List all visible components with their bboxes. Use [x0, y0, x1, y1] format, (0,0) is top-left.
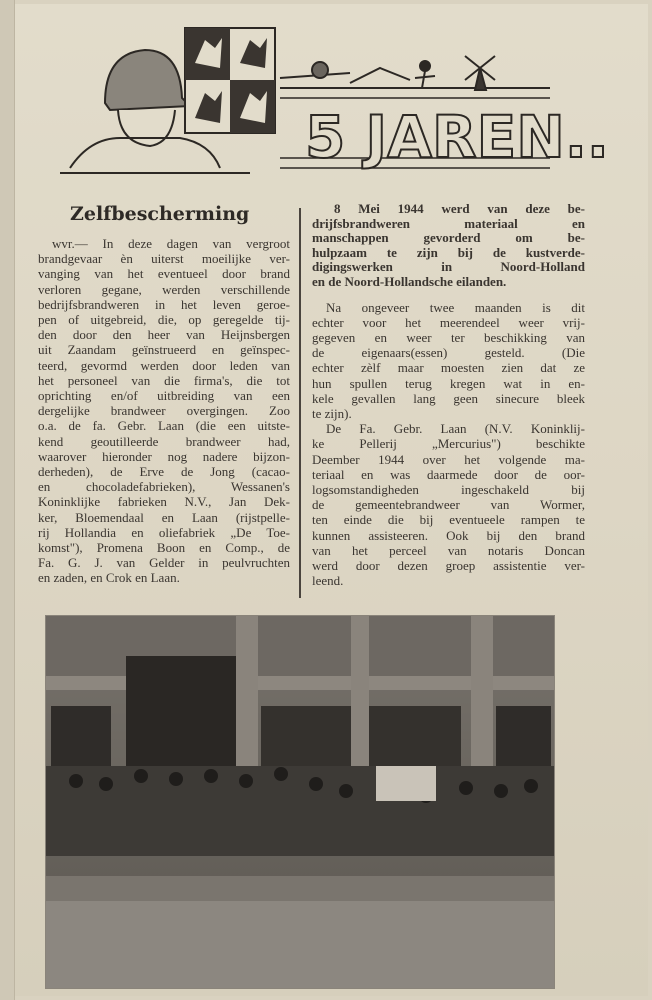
- text-line: digingswerken in Noord-Holland: [312, 259, 585, 275]
- plough-scene-icon: [280, 61, 550, 88]
- bold-intro-paragraph: [312, 202, 585, 290]
- text-line: Deember 1944 over het volgende ma-: [312, 451, 585, 467]
- text-line: Fa. G. J. van Gelder in peulvruchten: [38, 555, 290, 571]
- text-line: logsomstandigheden ingeschakeld bij: [312, 482, 585, 497]
- paragraph: [38, 236, 290, 586]
- text-line: echter zèlf maar moesten zien dat ze: [312, 360, 585, 376]
- text-line: drijfsbrandweren materiaal en: [312, 215, 585, 231]
- text-line: o.a. de fa. Gebr. Laan (die een uitste-: [38, 418, 290, 434]
- text-line: ten einde die bij eventueele rampen te: [312, 512, 585, 528]
- text-line: brandgevaar èn uiterst moeilijke ver-: [38, 251, 290, 267]
- header-banner: [50, 18, 609, 188]
- text-line: vanging van het eventueel door brand: [38, 266, 290, 282]
- column-divider: [299, 208, 301, 598]
- text-line: de gemeentebrandweer van Wormer,: [312, 497, 585, 513]
- text-line: manschappen gevorderd om be-: [312, 230, 585, 246]
- group-photo: [45, 615, 555, 989]
- text-line: leend.: [312, 573, 344, 589]
- text-line: hulpzaam te zijn bij de kustverde-: [312, 244, 585, 260]
- text-line: pen of uitgebreid, die, op geregelde tij-: [38, 312, 290, 328]
- paper-edge: [0, 0, 15, 1000]
- text-line: rij Hollandia en oliefabriek „De Toe-: [38, 524, 290, 540]
- text-line: teerd, gevormd werden door leden van: [38, 357, 290, 373]
- article-heading: Zelfbescherming: [70, 203, 250, 225]
- text-line: De Fa. Gebr. Laan (N.V. Koninklij-: [326, 421, 585, 437]
- text-line: kunnen assisteeren. Ook bij den brand: [312, 527, 585, 543]
- text-line: ke Pellerij „Mercurius") beschikte: [312, 436, 585, 452]
- windmill-icon: [465, 56, 495, 90]
- left-column: [38, 236, 290, 586]
- photo-image: [46, 616, 554, 988]
- text-line: verloren gegane, werden verschillende: [38, 281, 290, 297]
- text-line: ker, Bloemendaal en Laan (rijstpelle-: [38, 509, 290, 525]
- text-line: wvr.— In deze dagen van vergroot: [52, 236, 290, 251]
- text-line: komst"), Promena Boon en Comp., de: [38, 540, 290, 556]
- text-line: van het perceel van notaris Doncan: [312, 542, 585, 558]
- text-line: oprichting en/of uitbreiding van een: [38, 388, 290, 404]
- text-line: kend geoutilleerde brandweer had,: [38, 433, 290, 449]
- paragraph: [312, 300, 585, 422]
- banner-title: 5 JAREN..: [305, 103, 609, 171]
- text-line: hun spullen terug kregen wat in en-: [312, 375, 585, 391]
- text-line: en chocoladefabrieken), Wessanen's: [38, 479, 290, 495]
- text-line: 8 Mei 1944 werd van deze be-: [334, 201, 585, 216]
- text-line: het personeel van die firma's, die tot: [38, 372, 290, 388]
- text-line: den door den heer van Heijnsbergen: [38, 327, 290, 343]
- text-line: bedrijfsbrandweren in het leven geroe-: [38, 296, 290, 312]
- text-line: gegeven en weer ter beschikking van: [312, 329, 585, 345]
- text-line: Na ongeveer twee maanden is dit: [326, 299, 585, 315]
- text-line: kele gevallen lang geen sinecure bleek: [312, 390, 585, 406]
- text-line: en de Noord-Hollandsche eilanden.: [312, 273, 507, 289]
- text-line: en zaden, en Crok en Laan.: [38, 570, 180, 586]
- coat-of-arms-icon: [185, 28, 275, 133]
- text-line: teriaal en was daarmede door de oor-: [312, 466, 585, 482]
- text-line: waarover hieronder nog nadere bijzon-: [38, 448, 290, 464]
- text-line: uit Zaandam geïnstrueerd en geïnspec-: [38, 342, 290, 358]
- text-line: Koninklijke fabrieken N.V., Jan Dek-: [38, 494, 290, 510]
- text-line: de eigenaars(essen) gesteld. (Die: [312, 345, 585, 361]
- text-line: werd door dezen groep assistentie ver-: [312, 558, 585, 574]
- text-line: echter voor het meerendeel weer vrij-: [312, 314, 585, 330]
- text-line: te zijn).: [312, 405, 352, 421]
- text-line: dergelijke brandweer overgingen. Zoo: [38, 403, 290, 419]
- text-line: derheden), de Erve de Jong (cacao-: [38, 464, 290, 480]
- paragraph: [312, 421, 585, 588]
- right-column: [312, 202, 585, 588]
